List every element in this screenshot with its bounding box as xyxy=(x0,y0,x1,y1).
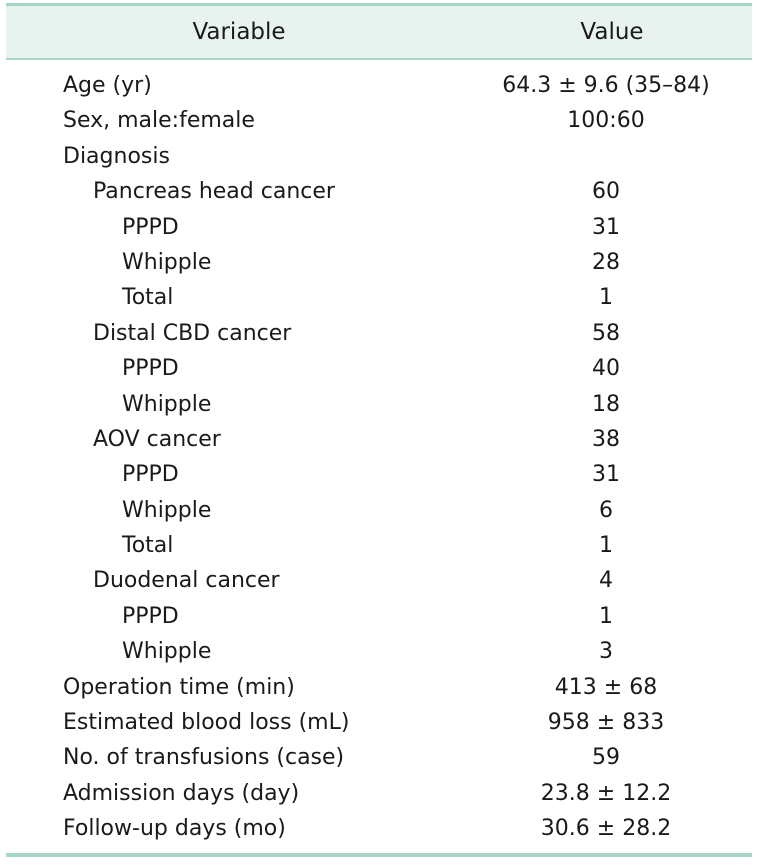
row-label: Age (yr) xyxy=(63,73,152,98)
table-row xyxy=(0,493,767,528)
row-label: Total xyxy=(122,285,174,311)
table-row xyxy=(0,245,767,280)
row-label: Operation time (min) xyxy=(63,674,295,700)
row-value: 4 xyxy=(599,568,613,594)
row-value: 6 xyxy=(599,497,613,523)
row-value xyxy=(472,139,740,174)
table-row xyxy=(0,280,767,315)
table-row xyxy=(0,634,767,669)
row-label: Diagnosis xyxy=(63,143,170,169)
row-value: 3 xyxy=(599,639,613,665)
table-row xyxy=(0,528,767,563)
table-row xyxy=(0,210,767,245)
row-value: 59 xyxy=(592,745,620,771)
table-row xyxy=(0,563,767,598)
table-row xyxy=(0,68,767,103)
table-row xyxy=(0,387,767,422)
table-body xyxy=(0,68,767,847)
row-label: Estimated blood loss (mL) xyxy=(63,710,350,736)
row-value: 18 xyxy=(592,391,620,417)
table-row xyxy=(0,316,767,351)
row-label: Distal CBD cancer xyxy=(93,320,292,346)
row-label: Pancreas head cancer xyxy=(93,179,335,205)
table-row xyxy=(0,422,767,457)
row-label: Whipple xyxy=(122,497,212,523)
table-row xyxy=(0,670,767,705)
row-value: 31 xyxy=(592,214,620,240)
row-label: AOV cancer xyxy=(93,426,221,452)
row-value: 100:60 xyxy=(567,108,645,134)
table-row xyxy=(0,811,767,846)
header-divider xyxy=(6,58,752,60)
table-row xyxy=(0,705,767,740)
table-bottom-rule xyxy=(6,853,752,857)
row-value: 58 xyxy=(592,320,620,346)
row-value: 23.8 ± 12.2 xyxy=(540,780,672,806)
row-value: 1 xyxy=(599,603,613,629)
row-value: 1 xyxy=(599,285,613,311)
row-label: PPPD xyxy=(122,356,179,382)
table-row xyxy=(0,599,767,634)
row-label: Sex, male:female xyxy=(63,108,255,134)
row-label: Admission days (day) xyxy=(63,780,300,806)
table-row xyxy=(0,139,767,174)
row-value: 958 ± 833 xyxy=(547,710,665,736)
row-value: 413 ± 68 xyxy=(554,674,658,700)
table-row xyxy=(0,351,767,386)
header-variable: Variable xyxy=(192,19,286,45)
row-label: Follow-up days (mo) xyxy=(63,816,286,842)
table-row xyxy=(0,103,767,138)
table-row xyxy=(0,740,767,775)
row-label: Whipple xyxy=(122,391,212,417)
table-row xyxy=(0,776,767,811)
row-value: 38 xyxy=(592,426,620,452)
row-label: Whipple xyxy=(122,249,212,275)
table-row xyxy=(0,457,767,492)
row-label: Duodenal cancer xyxy=(93,568,280,594)
row-label: Total xyxy=(122,533,174,559)
row-value: 64.3 ± 9.6 (35–84) xyxy=(502,73,710,98)
row-label: PPPD xyxy=(122,603,179,629)
row-label: No. of transfusions (case) xyxy=(63,745,345,771)
row-value: 1 xyxy=(599,533,613,559)
table-row xyxy=(0,174,767,209)
header-value: Value xyxy=(580,19,644,45)
row-label: PPPD xyxy=(122,462,179,488)
row-value: 28 xyxy=(592,249,620,275)
row-value: 40 xyxy=(592,356,620,382)
row-value: 31 xyxy=(592,462,620,488)
row-label: PPPD xyxy=(122,214,179,240)
row-label: Whipple xyxy=(122,639,212,665)
row-value: 30.6 ± 28.2 xyxy=(540,816,672,842)
row-value: 60 xyxy=(592,179,620,205)
